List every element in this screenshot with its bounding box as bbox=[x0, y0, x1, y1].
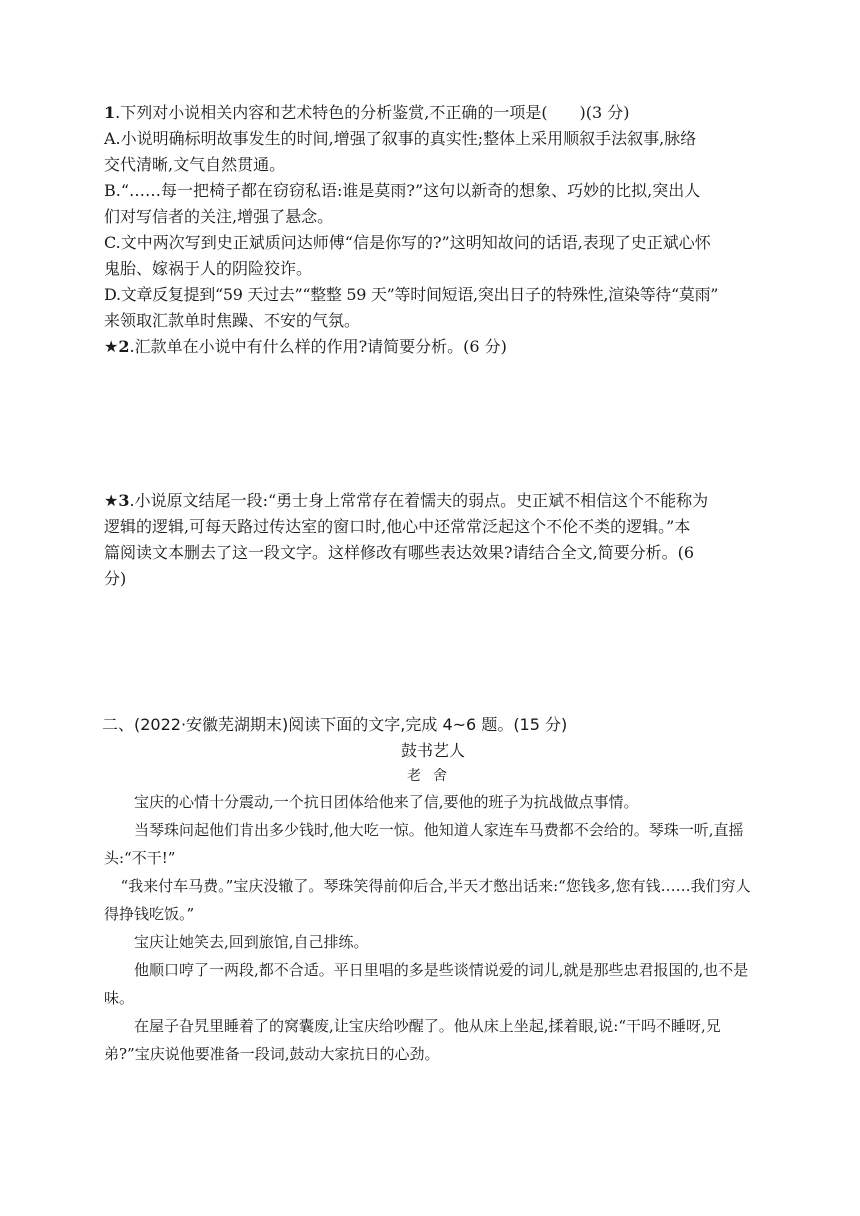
option-a-line-2: 交代清晰,文气自然贯通。 bbox=[104, 155, 286, 174]
story-paragraph: 宝庆的心情十分震动,一个抗日团体给他来了信,要他的班子为抗战做点事情。 bbox=[134, 793, 639, 811]
option-a-line-1: A.小说明确标明故事发生的时间,增强了叙事的真实性;整体上采用顺叙手法叙事,脉络 bbox=[104, 129, 697, 148]
question-number: 2 bbox=[118, 337, 130, 356]
option-c-line-1: C.文中两次写到史正斌质问达师傅“信是你写的?”这明知故问的话语,表现了史正斌心怀 bbox=[104, 233, 711, 252]
option-b-line-1: B.“……每一把椅子都在窃窃私语:谁是莫雨?”这句以新奇的想象、巧妙的比拟,突出人 bbox=[104, 181, 701, 200]
answer-space bbox=[104, 360, 762, 488]
story-paragraph: 当琴珠问起他们肯出多少钱时,他大吃一惊。他知道人家连车马费都不会给的。琴珠一听,直摇头:“不干!” bbox=[104, 821, 744, 867]
story-author: 老舍 bbox=[407, 768, 459, 784]
story-paragraph: “我来付车马费。”宝庆没辙了。琴珠笑得前仰后合,半天才憋出话来:“您钱多,您有钱……我们穷人得挣钱吃饭。” bbox=[104, 877, 751, 923]
story-body bbox=[104, 788, 762, 1068]
star-icon: ★ bbox=[104, 337, 119, 356]
section-2 bbox=[104, 712, 762, 1068]
question-3-line-3: 篇阅读文本删去了这一段文字。这样修改有哪些表达效果?请结合全文,简要分析。(6 bbox=[104, 543, 695, 562]
question-1 bbox=[104, 100, 762, 334]
question-3 bbox=[104, 488, 762, 592]
answer-space bbox=[104, 592, 762, 712]
option-d-line-2: 来领取汇款单时焦躁、不安的气氛。 bbox=[104, 311, 361, 330]
question-2 bbox=[104, 334, 762, 360]
story-title: 鼓书艺人 bbox=[400, 741, 465, 760]
question-3-line-4: 分) bbox=[104, 569, 127, 588]
story-paragraph: 他顺口哼了一两段,都不合适。平日里唱的多是些谈情说爱的词儿,就是那些忠君报国的,也不是味。 bbox=[104, 961, 749, 1007]
question-2-stem: ★2.汇款单在小说中有什么样的作用?请简要分析。(6 分) bbox=[104, 337, 507, 356]
document-page bbox=[104, 100, 762, 1068]
story-paragraph: 在屋子旮旯里睡着了的窝囊废,让宝庆给吵醒了。他从床上坐起,揉着眼,说:“干吗不睡呀,兄弟?”宝庆说他要准备一段词,鼓动大家抗日的心劲。 bbox=[104, 1017, 721, 1063]
option-b-line-2: 们对写信者的关注,增强了悬念。 bbox=[104, 207, 334, 226]
question-1-stem: 1.下列对小说相关内容和艺术特色的分析鉴赏,不正确的一项是( )(3 分) bbox=[104, 103, 630, 122]
option-c-line-2: 鬼胎、嫁祸于人的阴险狡诈。 bbox=[104, 259, 313, 278]
question-number: 3 bbox=[118, 491, 130, 510]
question-3-line-2: 逻辑的逻辑,可每天路过传达室的窗口时,他心中还常常泛起这个不伦不类的逻辑。”本 bbox=[104, 517, 691, 536]
story-paragraph: 宝庆让她笑去,回到旅馆,自己排练。 bbox=[134, 933, 369, 951]
question-number: 1 bbox=[104, 103, 116, 122]
star-icon: ★ bbox=[104, 491, 119, 510]
question-3-line-1: ★3.小说原文结尾一段:“勇士身上常常存在着懦夫的弱点。史正斌不相信这个不能称为 bbox=[104, 491, 709, 510]
section-heading: 二、(2022·安徽芜湖期末)阅读下面的文字,完成 4~6 题。(15 分) bbox=[102, 715, 568, 734]
option-d-line-1: D.文章反复提到“59 天过去”“整整 59 天”等时间短语,突出日子的特殊性,渲染等待“莫雨” bbox=[104, 285, 719, 304]
